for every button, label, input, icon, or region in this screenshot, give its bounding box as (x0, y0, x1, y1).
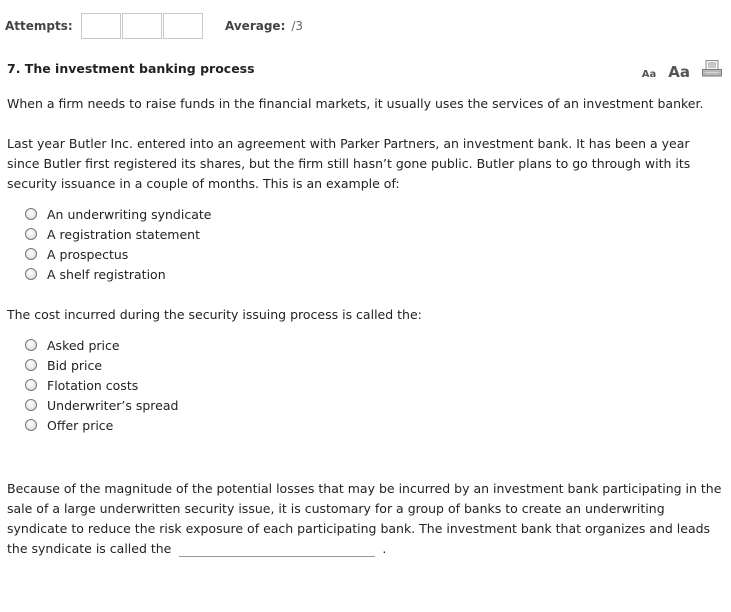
attempts-label: Attempts: (5, 19, 73, 33)
radio-option[interactable] (25, 395, 178, 415)
radio-button[interactable] (25, 248, 37, 260)
average (225, 19, 303, 33)
radio-button[interactable] (25, 419, 37, 431)
attempt-box (122, 13, 162, 39)
radio-button[interactable] (25, 268, 37, 280)
average-value: /3 (291, 19, 304, 33)
font-decrease-button[interactable]: Aa (641, 69, 657, 80)
radio-option[interactable] (25, 224, 211, 244)
radio-button[interactable] (25, 399, 37, 411)
part3-prompt: Because of the magnitude of the potential losses that may be incurred by an investment bank participating in the sale of a large underwritten security issue, it is customary for a group of banks to create an underwriting syndicate to reduce the risk exposure of each participating bank. The investment bank that organizes and leads the syndicate is called the (7, 481, 722, 556)
radio-option[interactable] (25, 375, 178, 395)
attempt-boxes (81, 13, 204, 39)
option-label: An underwriting syndicate (47, 206, 212, 222)
radio-button[interactable] (25, 339, 37, 351)
option-label: A prospectus (47, 246, 129, 262)
intro-text: When a firm needs to raise funds in the financial markets, it usually uses the services of an investment banker. (7, 96, 704, 111)
radio-button[interactable] (25, 359, 37, 371)
average-label: Average: (225, 19, 286, 33)
part2-options (25, 335, 178, 435)
part3-end: . (382, 541, 387, 556)
part1-prompt: Last year Butler Inc. entered into an agreement with Parker Partners, an investment bank. It has been a year since Butler first registered its shares, but the firm still hasn’t gone public. Butler plans to go through with its security issuance in a couple of months. This is an example of: (7, 136, 691, 191)
print-icon (702, 60, 722, 77)
attempt-box (163, 13, 203, 39)
radio-option[interactable] (25, 415, 178, 435)
fill-in-blank-dropdown[interactable] (179, 542, 375, 557)
radio-button[interactable] (25, 208, 37, 220)
option-label: A shelf registration (47, 266, 166, 282)
option-label: A registration statement (47, 226, 200, 242)
option-label: Bid price (47, 357, 103, 373)
option-label: Flotation costs (47, 377, 139, 393)
question-title: 7. The investment banking process (7, 61, 255, 76)
radio-option[interactable] (25, 264, 211, 284)
font-increase-button[interactable]: Aa (668, 63, 690, 81)
print-button[interactable] (702, 60, 722, 80)
radio-option[interactable] (25, 355, 178, 375)
radio-option[interactable] (25, 244, 211, 264)
option-label: Underwriter’s spread (47, 397, 179, 413)
option-label: Asked price (47, 337, 120, 353)
part2-prompt: The cost incurred during the security issuing process is called the: (7, 307, 422, 322)
part3-prompt-block (7, 479, 723, 559)
attempts-row (5, 12, 204, 40)
radio-button[interactable] (25, 379, 37, 391)
part1-options (25, 204, 211, 284)
radio-option[interactable] (25, 204, 211, 224)
attempt-box (81, 13, 121, 39)
option-label: Offer price (47, 417, 114, 433)
radio-option[interactable] (25, 335, 178, 355)
toolbar (642, 60, 722, 80)
radio-button[interactable] (25, 228, 37, 240)
